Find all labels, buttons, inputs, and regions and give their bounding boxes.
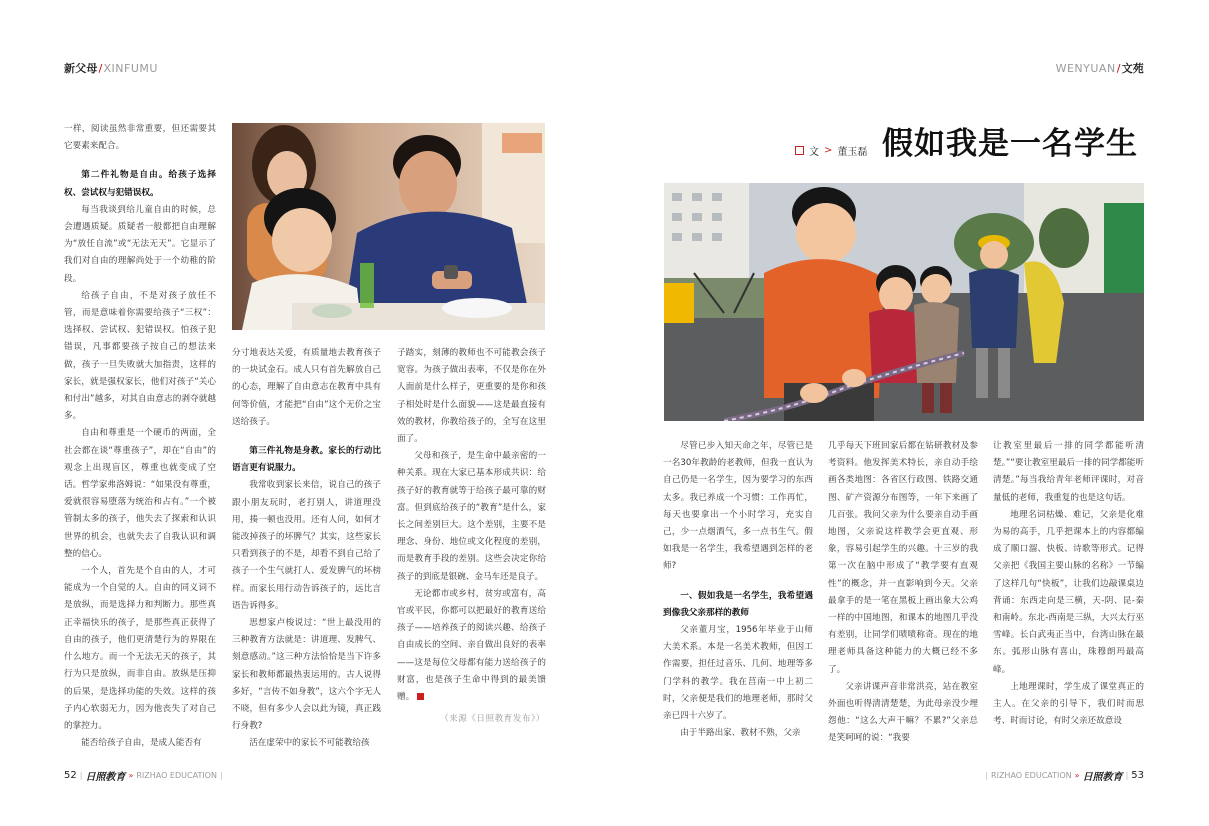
end-mark-icon <box>417 693 424 700</box>
left-column-3 <box>397 345 546 706</box>
right-footer-label: RIZHAO EDUCATION <box>991 771 1072 780</box>
left-footer: 52 | 日照教育 » RIZHAO EDUCATION | <box>64 770 223 783</box>
paragraph <box>663 725 813 742</box>
right-column-3 <box>993 438 1144 730</box>
paragraph <box>663 438 813 576</box>
text-run: 第二件礼物是自由。给孩子选择权、尝试权与犯错误权。 <box>64 170 216 198</box>
text-run: 一个人，首先是个自由的人，才可能成为一个自觉的人。自由的同义词不是放纵，而是选择力和判断力。那些真正幸福快乐的孩子，是那些真正获得了自由的孩子，他们更清楚行为的界限在什么地方。而一个无法无天的孩子，其行为只是放纵，而非自由。放纵是压抑的后果，是选择功能的失效。这样的孩子内心软弱无力，因为他丧失了对自己的掌控力。 <box>64 566 216 731</box>
right-section-cn: 文苑 <box>1121 62 1144 75</box>
right-page-header: WENYUAN/文苑 <box>1055 62 1144 75</box>
subheading <box>64 167 216 201</box>
byline-author: 董玉磊 <box>837 147 868 158</box>
text-run: 第三件礼物是身教。家长的行动比语言更有说服力。 <box>232 446 381 474</box>
paragraph <box>64 202 216 288</box>
paragraph <box>993 507 1144 679</box>
paragraph <box>828 438 978 679</box>
left-footer-label: RIZHAO EDUCATION <box>136 771 217 780</box>
right-column-1 <box>663 438 813 742</box>
source-note: （来源《日照教育发布》） <box>440 714 545 724</box>
left-section-en: XINFUMU <box>103 62 158 75</box>
text-run: 给孩子自由，不是对孩子放任不管，而是意味着你需要给孩子“三权”：选择权、尝试权、犯错误权。怕孩子犯错误，凡事都要孩子按自己的想法来做，孩子一旦失败就大加指责，这样的家长，就是强权家长，他们对孩子“关心和付出”越多，对其自由意志的剥夺就越多。 <box>64 290 216 422</box>
paragraph <box>64 425 216 563</box>
text-run: 每当我谈到给儿童自由的时候，总会遭遇质疑。质疑者一般都把自由理解为“放任自流”或“无法无天”。它显示了我们对自由的理解尚处于一个幼稚的阶段。 <box>64 204 216 284</box>
text-run: 自由和尊重是一个硬币的两面，全社会都在谈“尊重孩子”，却在“自由”的观念上出现盲区，尊重也就变成了空话。哲学家弗洛姆说：“如果没有尊重，爱就很容易堕落为统治和占有。”一个被管制太多的孩子，他失去了探索和认识世界的机会，也就失去了自我认识和调整的信心。 <box>64 428 216 559</box>
paragraph <box>397 345 546 448</box>
text-run: 一、假如我是一名学生，我希望遇到像我父亲那样的教师 <box>663 590 813 618</box>
paragraph <box>64 563 216 735</box>
text-run: 一样，阅读虽然非常重要，但还需要其它要素来配合。 <box>64 124 216 152</box>
left-column-2 <box>232 345 381 753</box>
right-footer: | RIZHAO EDUCATION » 日照教育 | 53 <box>985 770 1144 783</box>
text-run: 分寸地表达关爱，有质量地去教育孩子的一块试金石。成人只有首先解放自己的心态，理解了自由意志在教育中具有何等价值，才能把“自由”这个无价之宝送给孩子。 <box>232 348 381 427</box>
byline-arrow-icon: > <box>824 145 833 156</box>
left-section-cn: 新父母 <box>64 62 98 75</box>
left-column-1 <box>64 121 216 752</box>
byline-square-icon <box>795 146 804 155</box>
text-run: 尽管已步入知天命之年，尽管已是一名30年教龄的老教师，但我一直认为自己仍是一名学生，因为要学习的东西太多。我已养成一个习惯：工作再忙，每天也要拿出一个小时学习，充实自己，少一点烟酒气，多一点书生气。假如我是一名学生，我希望遇到怎样的老师? <box>663 441 813 572</box>
text-run: 思想家卢梭说过：“世上最没用的三种教育方法就是：讲道理、发脾气、刻意感动。”这三种方法恰恰是当下许多家长和教师都最热衷运用的。古人说得多好，“言传不如身教”，这六个字无人不晓，但有多少人会以此为镜，真正践行身教? <box>232 618 381 732</box>
paragraph <box>993 679 1144 731</box>
text-run: 无论都市或乡村，贫穷或富有，高官或平民，你都可以把最好的教育送给孩子——培养孩子的阅读兴趣、给孩子自由成长的空间、亲自做出良好的表率——这是每位父母都有能力送给孩子的财富，也是孩子生命中得到的最美馈赠。 <box>397 588 546 703</box>
paragraph <box>993 438 1144 507</box>
paragraph <box>232 735 381 752</box>
text-run: 我常收到家长来信，说自己的孩子跟小朋友玩时，老打别人，讲道理没用，揍一顿也没用。还有人问，如何才能改掉孩子的坏脾气？其实，这些家长只看到孩子的不是，却看不到自己给了孩子一个生气就打人、爱发脾气的坏榜样。而家长用行动告诉孩子的，远比言语告诉得多。 <box>232 480 381 611</box>
parent-child-photo <box>232 123 545 330</box>
text-run: 父母和孩子，是生命中最亲密的一种关系。现在大家已基本形成共识：给孩子好的教育就等于给孩子最可靠的财富。但到底给孩子的“教育”是什么，家长之间差别巨大。这个差别，主要不是理念、身份、地位或文化程度的差别，而是教育手段的差别。这些会决定你给孩子的到底是银碗、金马车还是良子。 <box>397 451 546 582</box>
left-footer-logo: 日照教育 <box>85 772 126 783</box>
tug-of-war-photo <box>664 183 1144 421</box>
paragraph <box>828 679 978 748</box>
paragraph <box>232 345 381 431</box>
right-page-number: 53 <box>1131 770 1144 781</box>
text-run: 上地理课时，学生成了课堂真正的主人。在父亲的引导下，我们时而思考、时而讨论，有时父亲还故意设 <box>993 681 1144 727</box>
paragraph <box>232 477 381 615</box>
right-section-en: WENYUAN <box>1055 62 1116 75</box>
text-run: 活在虚荣中的家长不可能教给孩 <box>249 738 370 749</box>
chevron-right-icon: » <box>1074 771 1080 780</box>
paragraph <box>663 622 813 725</box>
paragraph <box>64 288 216 426</box>
text-run: 父亲董月宝，1956年毕业于山师大美术系。本是一名美术教师，但因工作需要，担任过音乐、几何、地理等多门学科的教学。我在莒南一中上初二时，父亲便是我们的地理老师，那时父亲已四十六岁了。 <box>663 625 813 722</box>
byline <box>795 143 867 158</box>
paragraph <box>64 735 216 752</box>
parent-child-illustration <box>232 123 545 330</box>
right-column-2 <box>828 438 978 748</box>
text-run: 让教室里最后一排的同学都能听清楚。”“要让教室里最后一排的同学都能听清楚。”每当我给青年老师评课时，对音量低的老师，我重复的也是这句话。 <box>993 441 1144 503</box>
byline-wen: 文 <box>809 147 819 158</box>
text-run: 父亲讲课声音非常洪亮，站在教室外面也听得清清楚楚，为此母亲没少埋怨他：“这么大声干嘛？不累?”父亲总是笑呵呵的说：“我要 <box>828 681 978 744</box>
paragraph <box>64 121 216 155</box>
tug-of-war-illustration <box>664 183 1144 421</box>
text-run: 由于半路出家、教材不熟，父亲 <box>680 728 801 739</box>
right-footer-logo: 日照教育 <box>1082 772 1123 783</box>
text-run: 地理名词枯燥、难记，父亲是化难为易的高手，几乎把课本上的内容都编成了顺口溜、快板、诗歌等形式。记得父亲把《我国主要山脉的名称》一节编了这样几句“快板”，让我们边敲课桌边背诵：东西走向是三横，天-阴、昆-秦和南岭。东北-西南是三纵，大兴太行巫雪峰。长白武夷正当中，台湾山脉在最东。弧形山脉有喜山，珠穆朗玛最高峰。 <box>993 509 1144 675</box>
article-title: 假如我是一名学生 <box>882 126 1138 162</box>
paragraph <box>397 586 546 706</box>
subheading <box>663 588 813 622</box>
left-page-number: 52 <box>64 770 77 781</box>
chevron-right-icon: » <box>128 771 134 780</box>
paragraph <box>232 615 381 735</box>
left-page-header: 新父母/XINFUMU <box>64 62 158 75</box>
text-run: 子踏实，刻薄的教师也不可能教会孩子宽容。为孩子做出表率，不仅是你在外人面前是什么样子，更重要的是你和孩子相处时是什么面貌——这是最直接有效的教材，你教给孩子的，全写在这里面了。 <box>397 348 546 445</box>
text-run: 几乎每天下班回家后都在钻研教材及参考资料。他发挥美术特长，亲自动手绘画各类地图：各省区行政图、铁路交通图、矿产资源分布图等，一年下来画了几百张。我问父亲为什么要亲自动手画地图，父亲说这样教学会更直观、形象，容易引起学生的兴趣。十三岁的我第一次在脑中形成了“教学要有直观性”的概念，并一直影响到今天。父亲最拿手的是一笔在黑板上画出象大公鸡一样的中国地图，和课本的地图几乎没有差别，让同学们啧啧称奇。现在的地理老师具备这种能力的大概已经不多了。 <box>828 441 978 675</box>
text-run: 能否给孩子自由，是成人能否有 <box>81 738 202 749</box>
paragraph <box>397 448 546 586</box>
subheading <box>232 443 381 477</box>
